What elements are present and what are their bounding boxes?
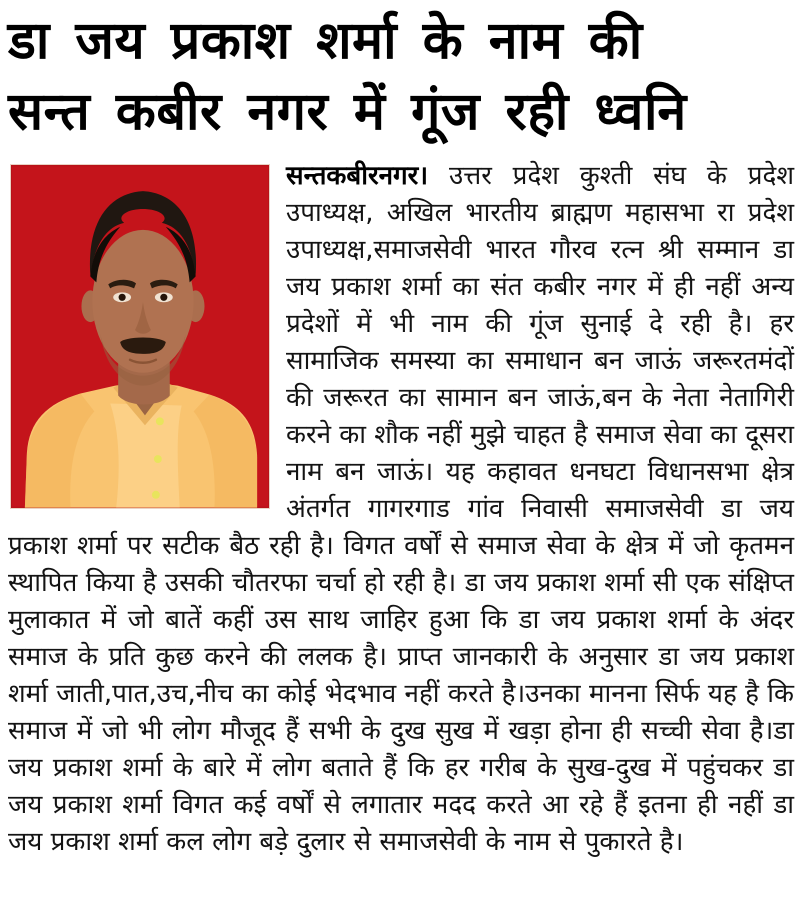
article-body: [8, 158, 794, 861]
portrait-photo-graphic: [11, 165, 269, 508]
headline-line-2: सन्त कबीर नगर में गूंज रही ध्वनि: [8, 82, 687, 142]
headline-line-1: डा जय प्रकाश शर्मा के नाम की: [8, 11, 643, 71]
dateline: सन्तकबीरनगर।: [286, 161, 429, 191]
portrait-photo: [10, 164, 270, 509]
headline: [8, 6, 794, 148]
body-content: उत्तर प्रदेश कुश्ती संघ के प्रदेश उपाध्यक्ष, अखिल भारतीय ब्राह्मण महासभा रा प्रदेश उपाध्यक्ष,समाजसेवी भारत गौरव रत्न श्री सम्मान डा जय प्रकाश शर्मा का संत कबीर नगर में ही नहीं अन्य प्रदेशों में भी नाम की गूंज सुनाई दे रही है। हर सामाजिक समस्या का समाधान बन जाऊं जरूरतमंदों की जरूरत का सामान बन जाऊं,बन के नेता नेतागिरी करने का शौक नहीं मुझे चाहत है समाज सेवा का दूसरा नाम बन जाऊं। यह कहावत धनघटा विधानसभा क्षेत्र अंतर्गत गागरगाड गांव निवासी समाजसेवी डा जय प्रकाश शर्मा पर सटीक बैठ रही है। विगत वर्षों से समाज सेवा के क्षेत्र में जो कृतमन स्थापित किया है उसकी चौतरफा चर्चा हो रही है। डा जय प्रकाश शर्मा सी एक संक्षिप्त मुलाकात में जो बातें कहीं उस साथ जाहिर हुआ कि डा जय प्रकाश शर्मा के अंदर समाज के प्रति कुछ करने की ललक है। प्राप्त जानकारी के अनुसार डा जय प्रकाश शर्मा जाती,पात,उच,नीच का कोई भेदभाव नहीं करते है।उनका मानना सिर्फ यह है कि समाज में जो भी लोग मौजूद हैं सभी के दुख सुख में खड़ा होना ही सच्ची सेवा है।डा जय प्रकाश शर्मा के बारे में लोग बताते हैं कि हर गरीब के सुख-दुख में पहुंचकर डा जय प्रकाश शर्मा विगत कई वर्षों से लगातार मदद करते आ रहे हैं इतना ही नहीं डा जय प्रकाश शर्मा कल लोग बड़े दुलार से समाजसेवी के नाम से पुकारते है।: [8, 161, 794, 857]
